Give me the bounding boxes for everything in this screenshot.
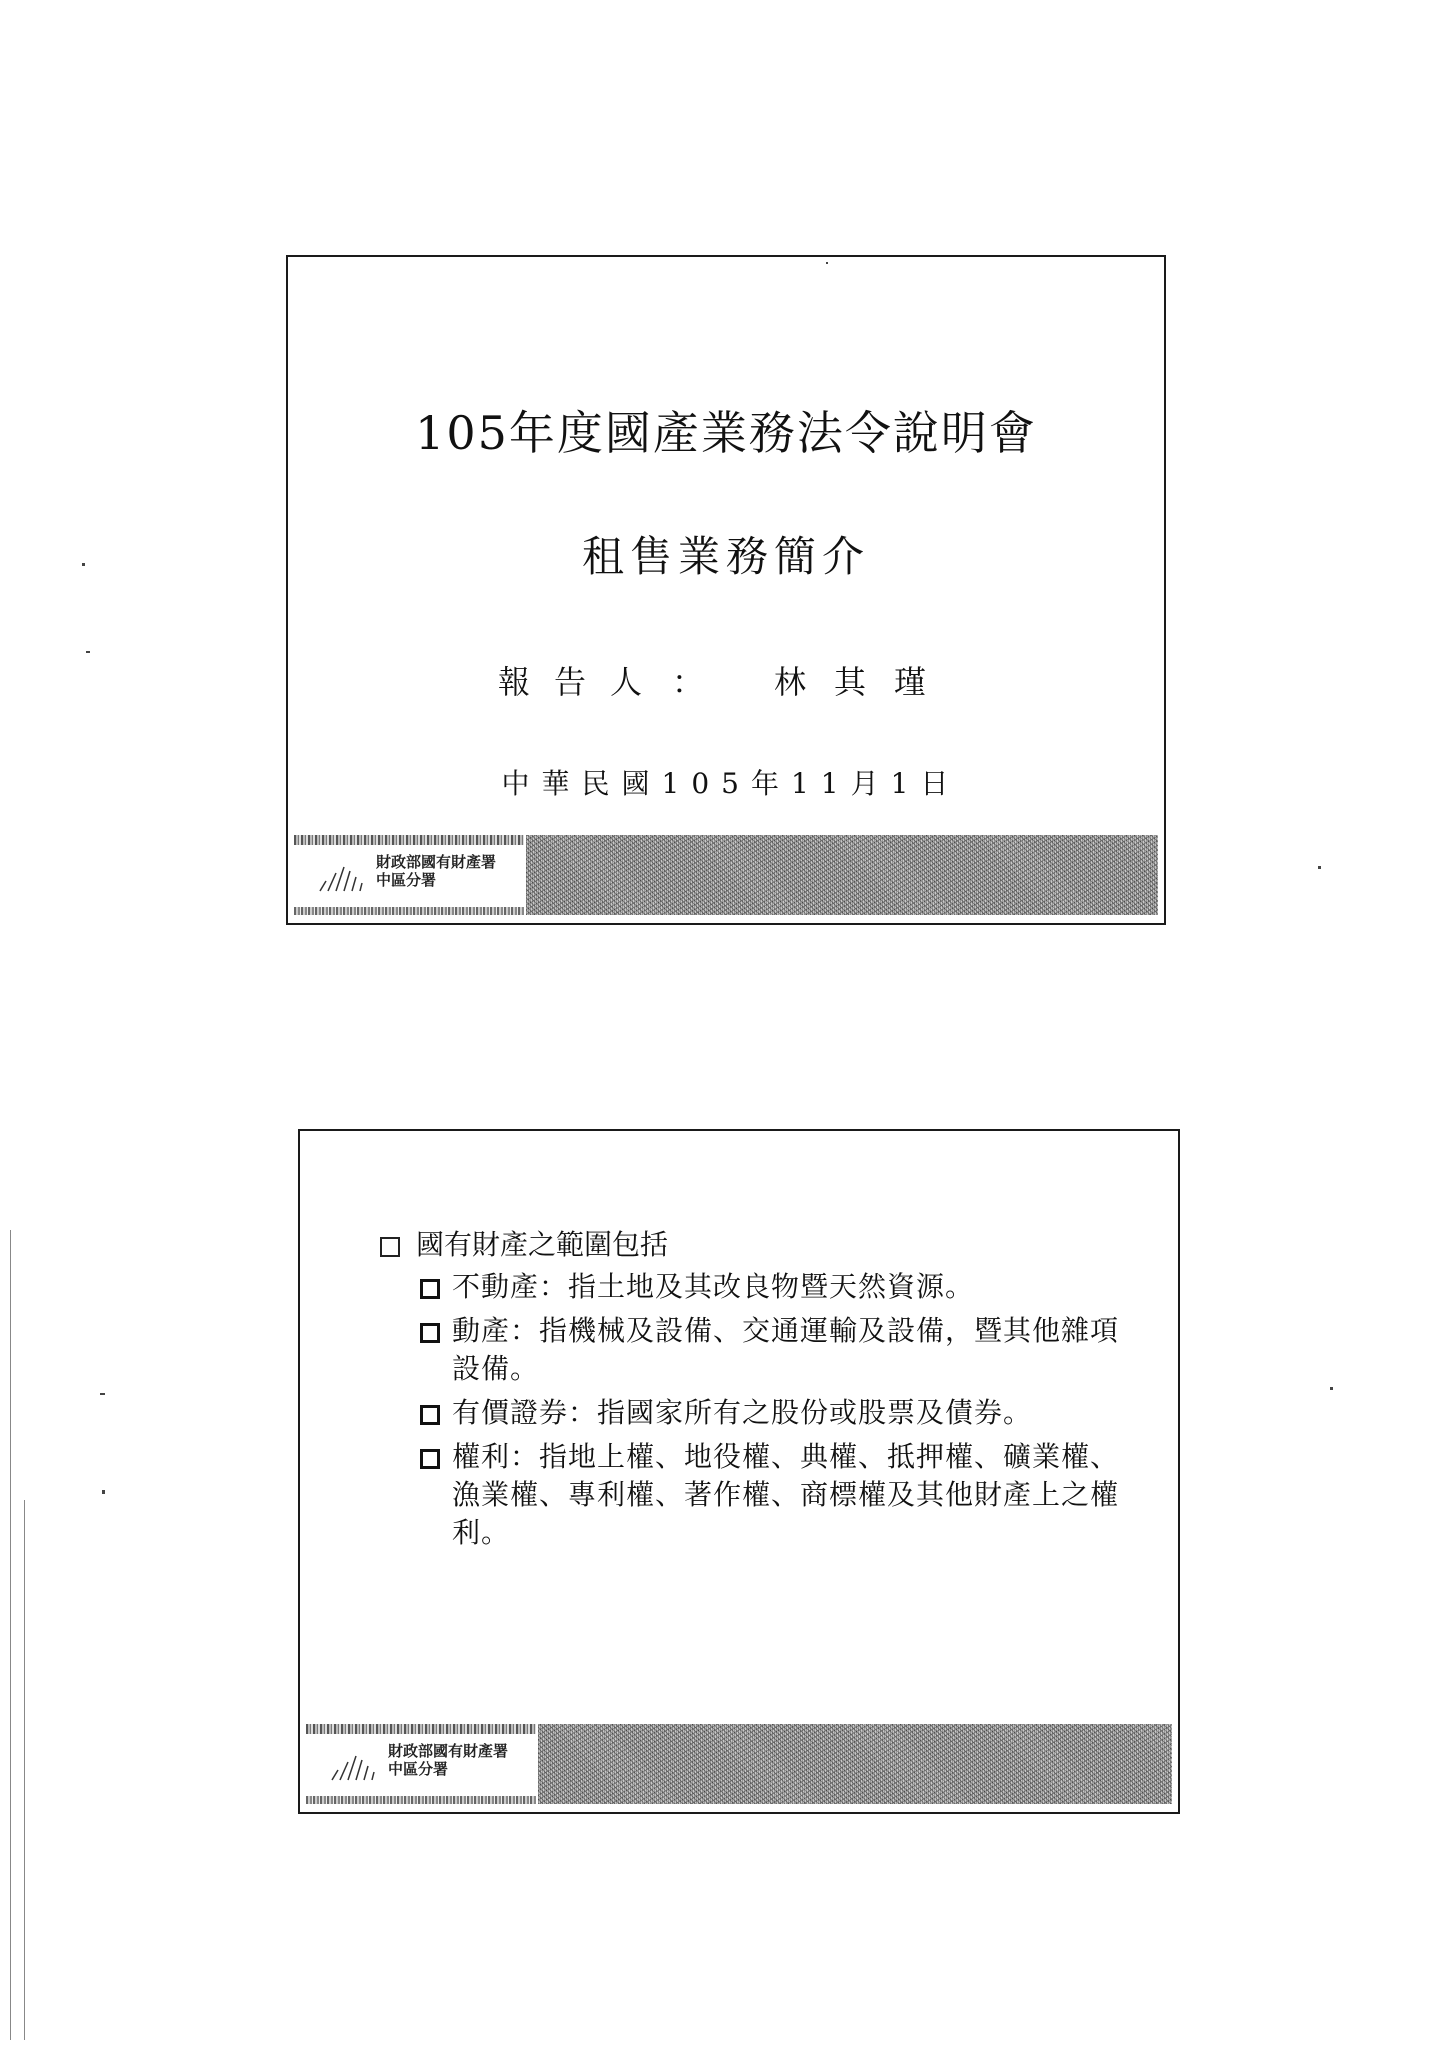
agency-name-line1: 財政部國有財產署 <box>376 853 497 871</box>
scan-speck <box>826 262 828 264</box>
slide-content <box>380 1226 1138 1558</box>
square-bullet-icon <box>420 1449 440 1469</box>
agency-name <box>388 1742 508 1778</box>
slide-title: 105年度國產業務法令說明會 <box>415 406 1037 460</box>
reporter-label: 報告人 <box>498 663 667 701</box>
scan-speck <box>82 563 85 566</box>
title-slide <box>286 255 1166 925</box>
list-item-text: 不動產：指土地及其改良物暨天然資源。 <box>452 1270 975 1303</box>
square-bullet-icon <box>420 1279 440 1299</box>
list-item <box>420 1438 1138 1552</box>
scan-speck <box>1318 866 1321 869</box>
list-item <box>420 1312 1138 1388</box>
footer-strip <box>294 907 524 915</box>
slide-footer <box>294 835 1158 915</box>
scan-edge-line <box>10 1230 11 2040</box>
agency-name-line2: 中區分署 <box>388 1760 449 1778</box>
slide-subtitle: 租售業務簡介 <box>581 532 870 581</box>
hollow-square-bullet-icon <box>380 1237 400 1257</box>
presentation-date: 中華民國105年11月1日 <box>501 767 961 800</box>
slide-footer <box>306 1724 1172 1804</box>
agency-logo-icon <box>312 857 372 893</box>
list-item-text: 有價證券：指國家所有之股份或股票及債券。 <box>452 1396 1033 1429</box>
square-bullet-icon <box>420 1405 440 1425</box>
footer-texture <box>538 1724 1172 1804</box>
reporter-colon: ： <box>672 663 705 701</box>
scan-edge-line <box>24 1500 25 2040</box>
list-item-text: 動產：指機械及設備、交通運輸及設備，暨其他雜項設備。 <box>452 1314 1120 1385</box>
scan-speck <box>100 1393 105 1395</box>
agency-name <box>376 853 496 889</box>
footer-strip <box>294 835 524 845</box>
footer-texture <box>526 835 1158 915</box>
agency-name-line1: 財政部國有財產署 <box>388 1742 509 1760</box>
agency-name-line2: 中區分署 <box>376 871 437 889</box>
content-slide <box>298 1129 1180 1814</box>
agency-logo-icon <box>324 1746 384 1782</box>
scan-speck <box>102 1490 105 1494</box>
footer-strip <box>306 1724 536 1734</box>
scan-speck <box>86 651 90 653</box>
bullet-heading-text: 國有財產之範圍包括 <box>416 1228 669 1261</box>
list-item <box>420 1268 1138 1306</box>
reporter-line <box>498 657 954 703</box>
list-item-text: 權利：指地上權、地役權、典權、抵押權、礦業權、漁業權、專利權、著作權、商標權及其他財產上之權利。 <box>452 1440 1120 1549</box>
scan-speck <box>1330 1387 1333 1390</box>
reporter-name: 林其瑾 <box>774 663 955 701</box>
list-item <box>420 1394 1138 1432</box>
bullet-heading <box>380 1226 1138 1264</box>
square-bullet-icon <box>420 1323 440 1343</box>
footer-strip <box>306 1796 536 1804</box>
